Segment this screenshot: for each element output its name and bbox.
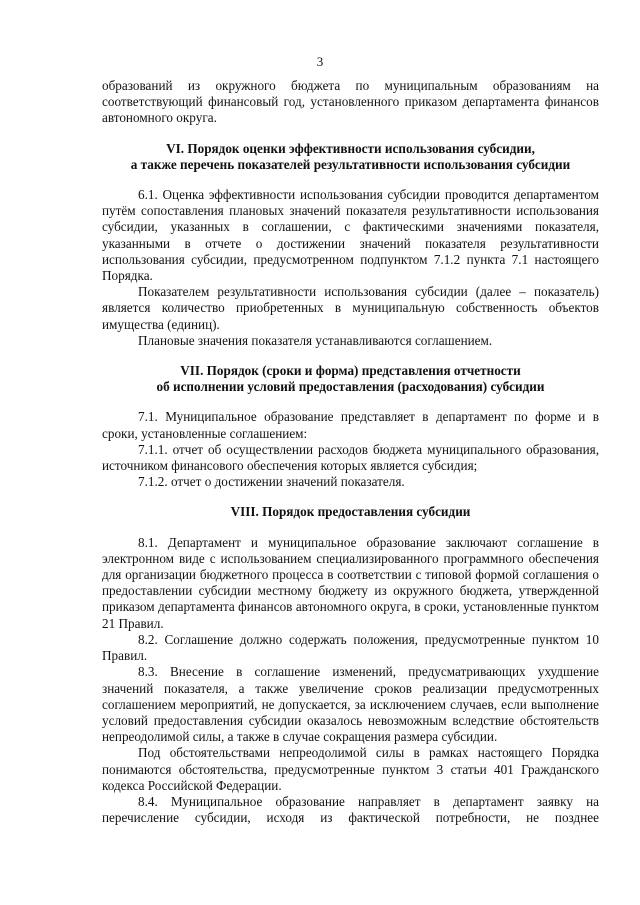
section-6-heading (102, 141, 599, 173)
section-6-title-line-1: VI. Порядок оценки эффективности использования субсидии, (166, 140, 535, 156)
section-7-paragraph-1: 7.1. Муниципальное образование представляет в департамент по форме и в сроки, установленные соглашением: (102, 409, 599, 441)
page-number: 3 (316, 54, 324, 69)
section-8-paragraph-4: Под обстоятельствами непреодолимой силы в рамках настоящего Порядка понимаются обстоятельства, предусмотренные пунктом 3 статьи 401 Гражданского кодекса Российской Федерации. (102, 745, 599, 793)
section-8-paragraph-1: 8.1. Департамент и муниципальное образование заключают соглашение в электронном виде с использованием специализированного программного обеспечения для организации бюджетного процесса в соответствии с типовой формой соглашения о предоставлении субсидии местному бюджету из окружного бюджета, утвержденной приказом департамента финансов автономного округа, в сроки, установленные пунктом 21 Правил. (102, 534, 599, 631)
section-8-heading (102, 504, 599, 520)
section-7-heading (102, 363, 599, 395)
section-6-title-line-2: а также перечень показателей результативности использования субсидии (130, 156, 571, 172)
section-8-paragraph-2: 8.2. Соглашение должно содержать положения, предусмотренные пунктом 10 Правил. (102, 631, 599, 664)
section-8-title: VIII. Порядок предоставления субсидии (230, 504, 471, 520)
intro-paragraph: образований из окружного бюджета по муниципальным образованиям на соответствующий финансовый год, установленного приказом департамента финансов автономного округа. (102, 78, 599, 126)
section-6-paragraph-3: Плановые значения показателя устанавливаются соглашением. (138, 332, 493, 348)
section-8-paragraph-5: 8.4. Муниципальное образование направляет в департамент заявку на перечисление субсидии, исходя из фактической потребности, не позднее (102, 793, 599, 826)
section-7-paragraph-3: 7.1.2. отчет о достижении значений показателя. (138, 474, 405, 490)
section-6-paragraph-1: 6.1. Оценка эффективности использования субсидии проводится департаментом путём сопоставления плановых значений показателя результативности использования субсидии, указанных в соглашении, с фактическими значениями показателя, указанными в отчете о достижении значений показателя результативности использования субсидии, предусмотренном подпунктом 7.1.2 пункта 7.1 настоящего Порядка. (102, 187, 599, 284)
document-body (102, 78, 599, 826)
section-7-title-line-2: об исполнении условий предоставления (расходования) субсидии (156, 379, 545, 395)
section-6-paragraph-2: Показателем результативности использования субсидии (далее – показатель) является количество приобретенных в муниципальную собственность объектов имущества (единиц). (102, 284, 599, 332)
section-8-paragraph-3: 8.3. Внесение в соглашение изменений, предусматривающих ухудшение значений показателя, а также увеличение сроков реализации предусмотренных соглашением мероприятий, не допускается, за исключением случаев, если выполнение условий предоставления субсидии оказалось невозможным вследствие обстоятельств непреодолимой силы, а также в случае сокращения размера субсидии. (102, 664, 599, 745)
section-7-paragraph-2: 7.1.1. отчет об осуществлении расходов бюджета муниципального образования, источником финансового обеспечения которых является субсидия; (102, 441, 599, 474)
section-7-title-line-1: VII. Порядок (сроки и форма) представления отчетности (180, 363, 521, 379)
